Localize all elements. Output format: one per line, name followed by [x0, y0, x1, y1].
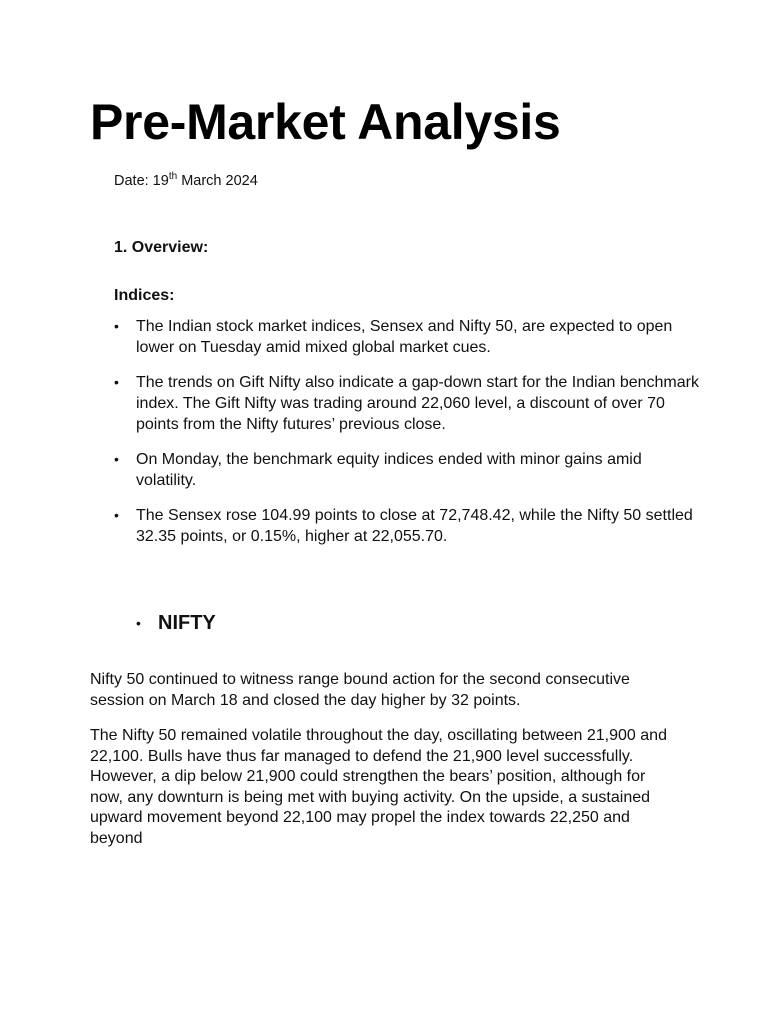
bullet-text: The trends on Gift Nifty also indicate a gap-down start for the Indian benchmark index. The Gift Nifty was trading around 22,060 level, a discount of over 70 points from the Nifty futures’ previous close. — [136, 374, 699, 433]
nifty-heading-label: NIFTY — [158, 612, 216, 634]
date-label: Date: 19 — [114, 173, 169, 189]
bullet-item — [114, 505, 704, 547]
indices-heading: Indices: — [114, 287, 175, 304]
bullet-item — [114, 449, 704, 491]
date-ordinal-suffix: th — [168, 171, 178, 182]
bullet-text: The Sensex rose 104.99 points to close at 72,748.42, while the Nifty 50 settled 32.35 points, or 0.15%, higher at 22,055.70. — [136, 507, 693, 545]
overview-heading: 1. Overview: — [114, 239, 209, 256]
date-month-year: March 2024 — [177, 173, 258, 189]
bullet-marker: • — [114, 451, 119, 467]
bullet-text: On Monday, the benchmark equity indices ended with minor gains amid volatility. — [136, 451, 642, 489]
bullet-item — [114, 372, 704, 435]
nifty-paragraph-summary: Nifty 50 continued to witness range bound action for the second consecutive session on March 18 and closed the day higher by 32 points. — [90, 671, 630, 709]
bullet-marker: • — [136, 615, 141, 631]
bullet-text: The Indian stock market indices, Sensex and Nifty 50, are expected to open lower on Tuesday amid mixed global market cues. — [136, 318, 673, 356]
indices-bullet-list — [114, 316, 704, 561]
report-date — [114, 172, 258, 190]
nifty-paragraph-outlook: The Nifty 50 remained volatile throughout the day, oscillating between 21,900 and 22,100. Bulls have thus far managed to defend the 21,900 level successfully. However, a dip below 21,900 could strengthen the bears’ position, although for now, any downturn is being met with buying activity. On the upside, a sustained upward movement beyond 22,100 may propel the index towards 22,250 and beyond — [90, 727, 667, 847]
nifty-section-heading — [136, 610, 216, 636]
bullet-marker: • — [114, 374, 119, 390]
document-title: Pre-Market Analysis — [90, 94, 561, 150]
bullet-marker: • — [114, 507, 119, 523]
bullet-item — [114, 316, 704, 358]
bullet-marker: • — [114, 318, 119, 334]
